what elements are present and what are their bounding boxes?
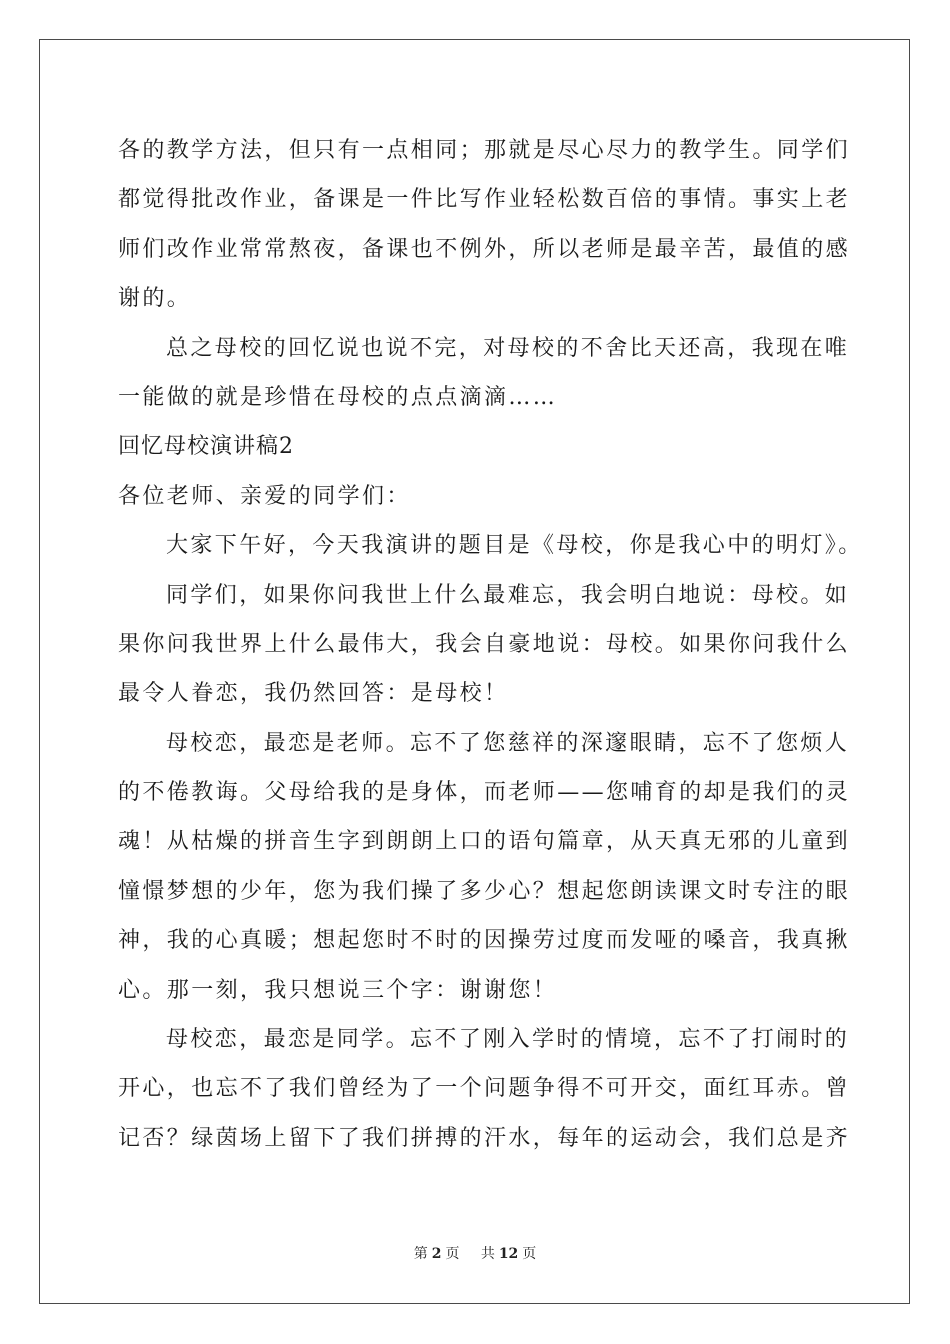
page-total: 共 12 页 [480,1246,537,1262]
section-heading: 回忆母校演讲稿2 [118,434,294,460]
text-line: 总之母校的回忆说也说不完，对母校的不舍比天还高，我现在唯 [166,335,850,361]
text-line: 果你问我世界上什么最伟大，我会自豪地说：母校。如果你问我什么 [118,631,851,657]
document-body [118,126,863,1163]
text-line: 最令人眷恋，我仍然回答：是母校！ [118,681,509,707]
page-number: 第 2 页 [413,1246,460,1262]
text-line: 神，我的心真暖；想起您时不时的因操劳过度而发哑的嗓音，我真揪 [118,928,851,954]
text-line: 各的教学方法，但只有一点相同；那就是尽心尽力的教学生。同学们 [118,138,851,163]
text-line: 记否？绿茵场上留下了我们拼搏的汗水，每年的运动会，我们总是齐 [118,1125,851,1151]
text-line: 母校恋，最恋是同学。忘不了刚入学时的情境，忘不了打闹时的 [166,1027,850,1053]
text-line: 憧憬梦想的少年，您为我们操了多少心？想起您朗读课文时专注的眼 [118,878,851,904]
text-line: 师们改作业常常熬夜，备课也不例外，所以老师是最辛苦，最值的感 [118,236,851,262]
text-line: 的不倦教诲。父母给我的是身体，而老师——您哺育的却是我们的灵 [118,780,851,806]
text-line: 一能做的就是珍惜在母校的点点滴滴…… [118,384,558,410]
text-line: 都觉得批改作业，备课是一件比写作业轻松数百倍的事情。事实上老 [118,187,851,213]
text-line: 同学们，如果你问我世上什么最难忘，我会明白地说：母校。如 [166,582,850,608]
text-line: 母校恋，最恋是老师。忘不了您慈祥的深邃眼睛，忘不了您烦人 [166,730,850,756]
text-line: 大家下午好，今天我演讲的题目是《母校，你是我心中的明灯》。 [166,533,863,559]
text-line: 心。那一刻，我只想说三个字：谢谢您！ [118,977,558,1003]
text-line: 魂！从枯燥的拼音生字到朗朗上口的语句篇章，从天真无邪的儿童到 [118,829,851,855]
page-footer [0,1244,950,1264]
text-line: 开心，也忘不了我们曾经为了一个问题争得不可开交，面红耳赤。曾 [118,1076,851,1102]
text-line: 谢的。 [118,286,192,312]
text-line: 各位老师、亲爱的同学们： [118,483,411,509]
